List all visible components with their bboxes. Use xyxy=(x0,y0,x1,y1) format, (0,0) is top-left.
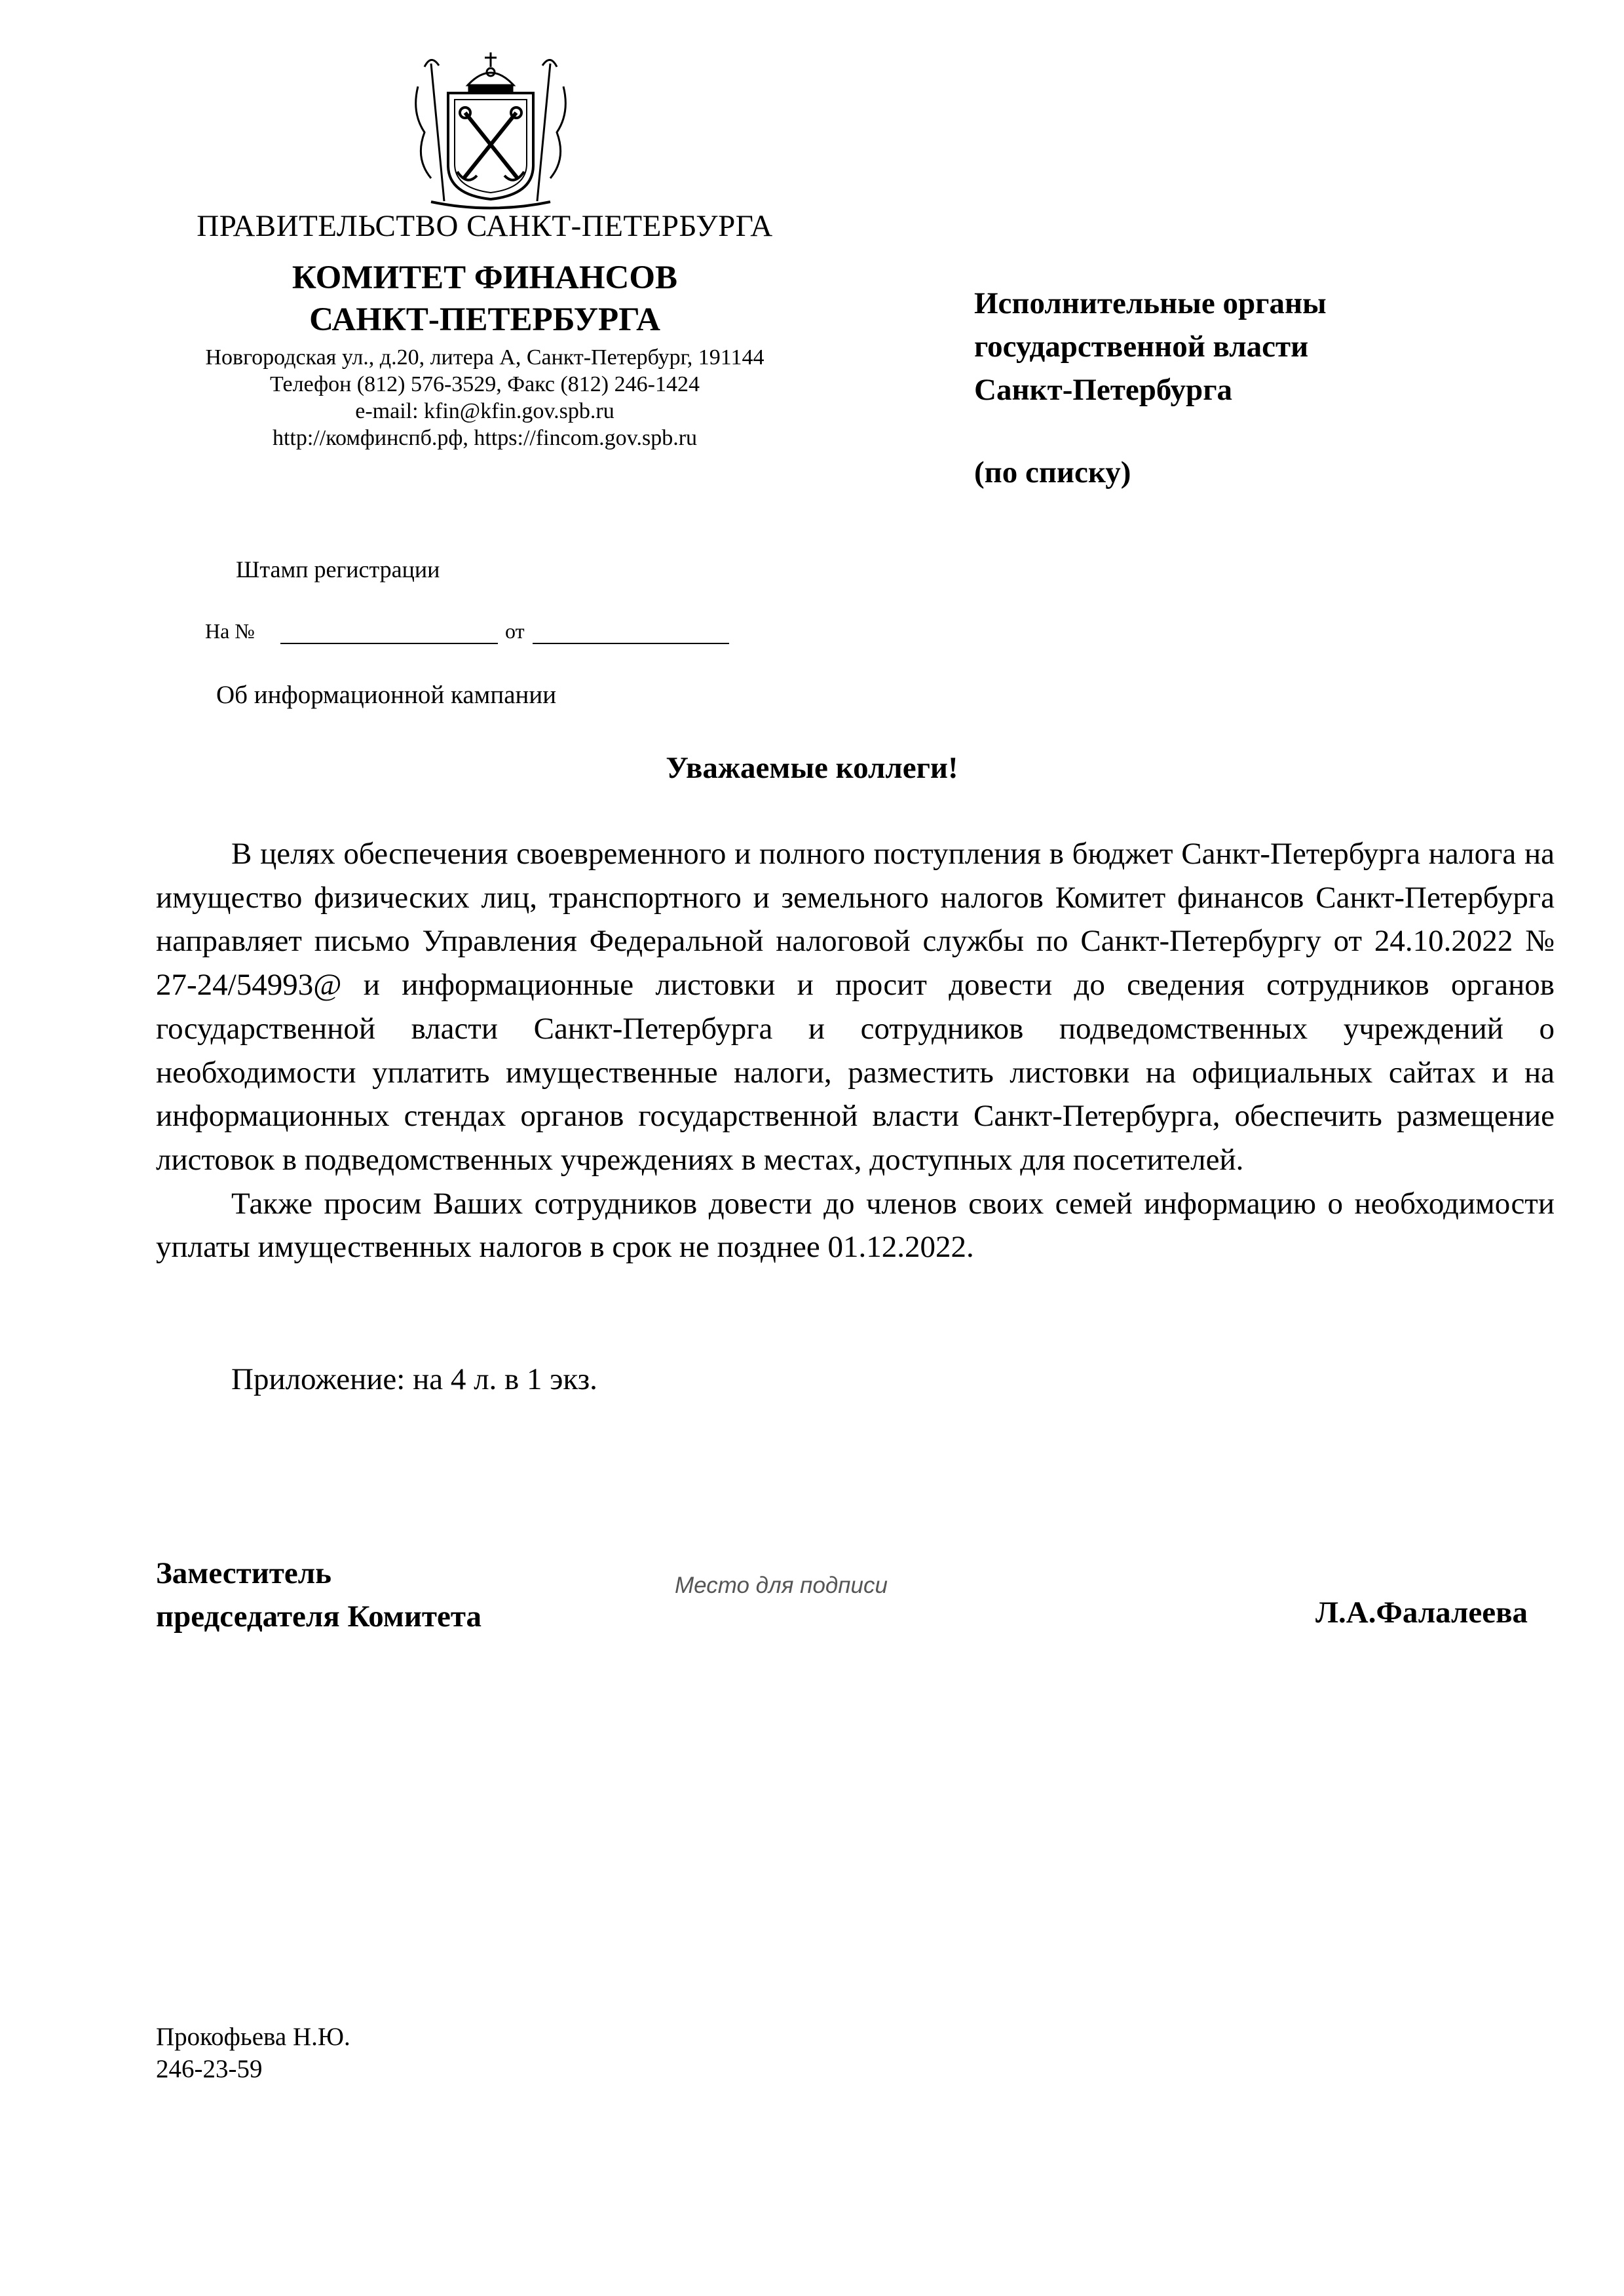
committee-name-line1: КОМИТЕТ ФИНАНСОВ xyxy=(292,259,678,296)
by-list-note: (по списку) xyxy=(974,455,1131,489)
coat-of-arms-icon xyxy=(405,47,576,210)
subject-line: Об информационной кампании xyxy=(216,681,557,709)
contact-block xyxy=(118,344,852,451)
email: e-mail: kfin@kfin.gov.spb.ru xyxy=(355,399,614,423)
government-name: ПРАВИТЕЛЬСТВО САНКТ-ПЕТЕРБУРГА xyxy=(197,209,773,243)
signatory-title-line2: председателя Комитета xyxy=(156,1599,482,1634)
greeting: Уважаемые коллеги! xyxy=(666,751,958,785)
addressee-line2: государственной власти xyxy=(974,330,1309,364)
executor-block xyxy=(156,2021,350,2085)
letter-body xyxy=(156,832,1555,1269)
signatory-title-line1: Заместитель xyxy=(156,1556,331,1590)
committee-name xyxy=(118,257,852,341)
appendix-note: Приложение: на 4 л. в 1 экз. xyxy=(231,1362,597,1396)
ref-date-label: от xyxy=(505,619,525,643)
signatory-title xyxy=(156,1552,482,1638)
body-paragraph-1: В целях обеспечения своевременного и полного поступления в бюджет Санкт-Петербурга налога на имущество физических лиц, транспортного и земельного налогов Комитет финансов Санкт-Петербурга направляет письмо Управления Федеральной налоговой службы по Санкт-Петербургу от 24.10.2022 № 27-24/54993@ и информационные листовки и просит довести до сведения сотрудников органов государственной власти Санкт-Петербурга и сотрудников подведомственных учреждений о необходимости уплатить имущественные налоги, разместить листовки на официальных сайтах и на информационных стендах органов государственной власти Санкт-Петербурга, обеспечить размещение листовок в подведомственных учреждениях в местах, доступных для посетителей. xyxy=(156,837,1555,1177)
phone-fax: Телефон (812) 576-3529, Факс (812) 246-1424 xyxy=(270,372,700,396)
addressee-block xyxy=(974,282,1327,411)
reference-row xyxy=(205,619,795,648)
address: Новгородская ул., д.20, литера А, Санкт-Петербург, 191144 xyxy=(205,345,765,370)
registration-stamp-label: Штамп регистрации xyxy=(236,556,440,583)
addressee-line1: Исполнительные органы xyxy=(974,286,1327,320)
committee-name-line2: САНКТ-ПЕТЕРБУРГА xyxy=(309,301,660,338)
signature-placeholder: Место для подписи xyxy=(675,1573,888,1598)
ref-number-line xyxy=(280,643,498,644)
addressee-line3: Санкт-Петербурга xyxy=(974,373,1233,407)
ref-number-label: На № xyxy=(205,619,255,643)
executor-phone: 246-23-59 xyxy=(156,2055,263,2083)
ref-date-line xyxy=(533,643,729,644)
signatory-name: Л.А.Фалалеева xyxy=(1315,1596,1528,1630)
website: http://комфинспб.рф, https://fincom.gov.spb.ru xyxy=(272,426,698,450)
body-paragraph-2: Также просим Ваших сотрудников довести до членов своих семей информацию о необходимости уплаты имущественных налогов в срок не позднее 01.12.2022. xyxy=(156,1186,1555,1265)
executor-name: Прокофьева Н.Ю. xyxy=(156,2023,350,2051)
